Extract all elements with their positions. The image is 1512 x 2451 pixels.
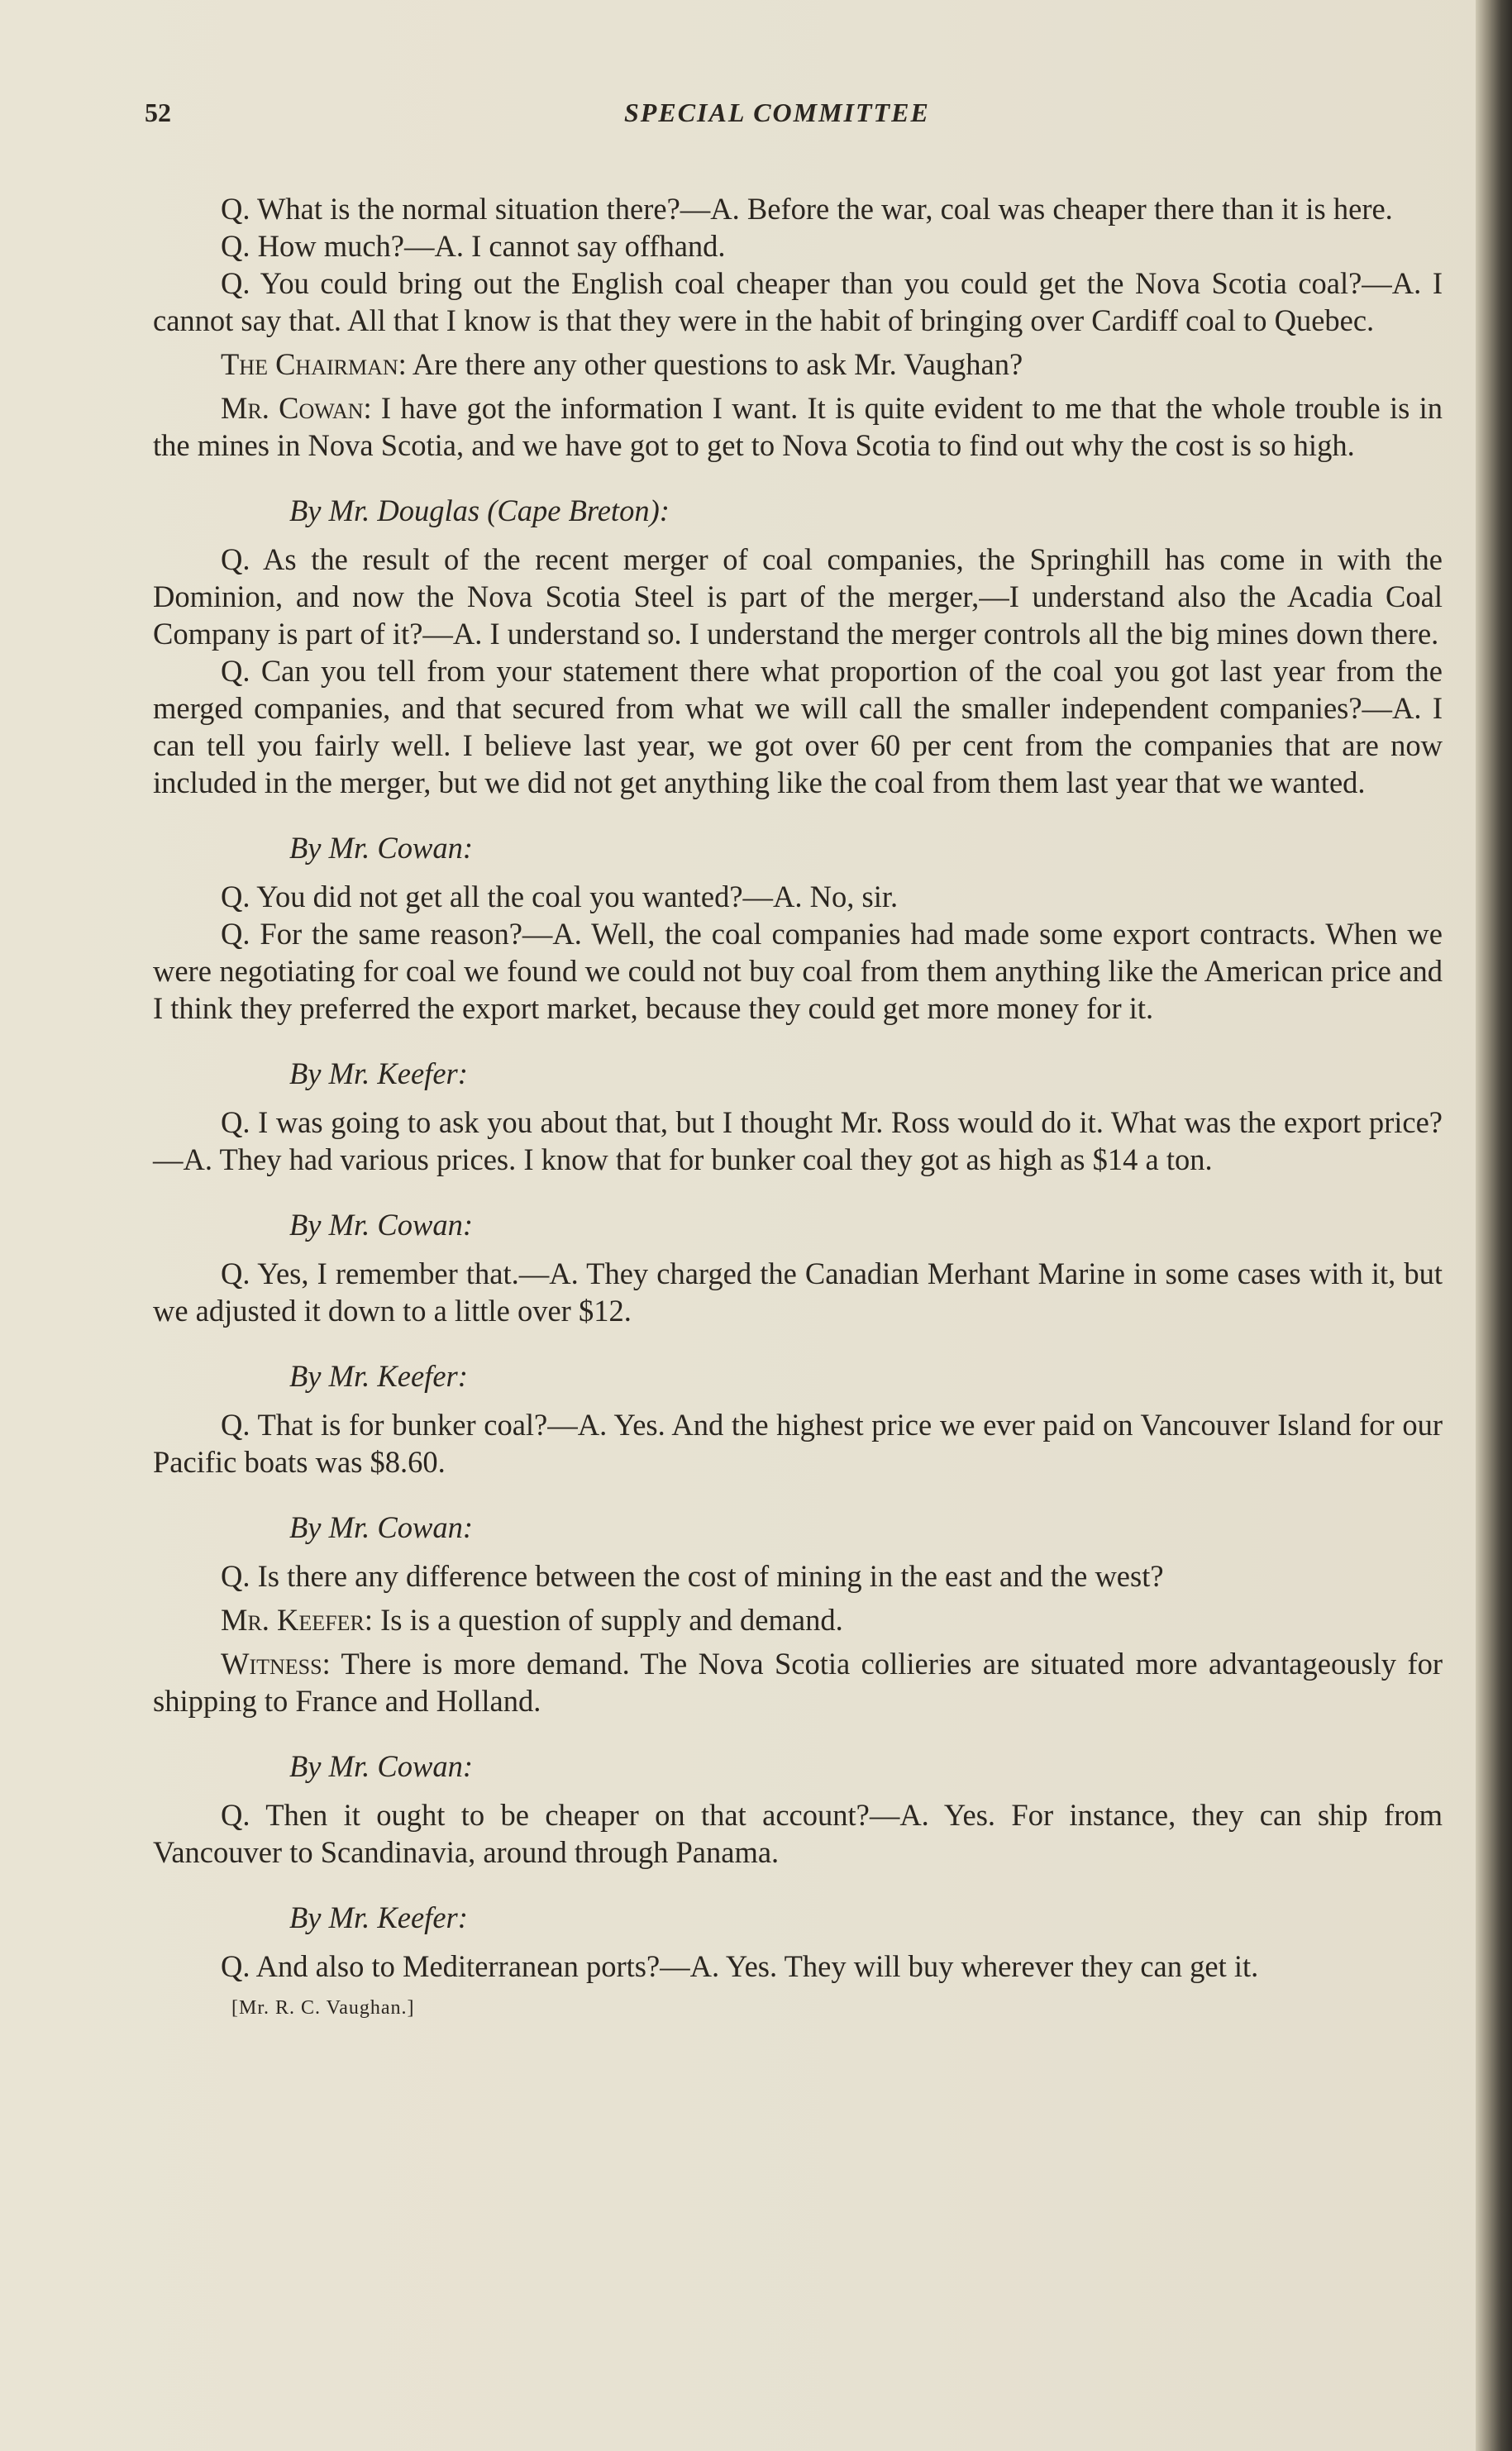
paragraph: Q. You could bring out the English coal cheaper than you could get the Nova Scotia coal?—A. I cannot say that. All that I know is that they were in the habit of bringing over Cardiff coal to Quebec. xyxy=(153,266,1443,337)
paragraph: Q. Yes, I remember that.—A. They charged the Canadian Merhant Marine in some cases with it, but we adjusted it down to a little over $12. xyxy=(153,1256,1443,1328)
examiner-heading: By Mr. Keefer: xyxy=(289,1359,468,1393)
examiner-heading: By Mr. Keefer: xyxy=(289,1056,468,1090)
speaker-name: The Chairman: xyxy=(221,347,407,381)
paragraph: Q. That is for bunker coal?—A. Yes. And the highest price we ever paid on Vancouver Island for our Pacific boats was $8.60. xyxy=(153,1408,1443,1479)
examiner-heading: By Mr. Keefer: xyxy=(289,1900,468,1934)
paragraph: Q. As the result of the recent merger of coal companies, the Springhill has come in with the Dominion, and now the Nova Scotia Steel is part of the merger,—I understand also the Acadia Coal Company is part of it?—A. I understand so. I understand the merger controls all the big mines down there. xyxy=(153,542,1443,651)
paragraph: Q. You did not get all the coal you wanted?—A. No, sir. xyxy=(221,880,899,913)
speech-text: I have got the information I want. It is quite evident to me that the whole trouble is in the mines in Nova Scotia, and we have got to get to Nova Scotia to find out why the cost is so high. xyxy=(153,391,1443,462)
paragraph: Q. Is there any difference between the cost of mining in the east and the west? xyxy=(221,1559,1164,1593)
paragraph: Q. I was going to ask you about that, but I thought Mr. Ross would do it. What was the export price?—A. They had various prices. I know that for bunker coal they got as high as $14 a ton. xyxy=(153,1105,1443,1176)
paragraph xyxy=(153,389,1443,464)
speech-text: There is more demand. The Nova Scotia collieries are situated more advantageously for shipping to France and Holland. xyxy=(153,1647,1443,1718)
paragraph: Q. How much?—A. I cannot say offhand. xyxy=(221,229,726,263)
speaker-name: Mr. Keefer: xyxy=(221,1603,373,1637)
paragraph: Q. And also to Mediterranean ports?—A. Yes. They will buy wherever they can get it. xyxy=(221,1949,1259,1983)
binding-edge xyxy=(1476,0,1512,2451)
paragraph: Q. Can you tell from your statement there what proportion of the coal you got last year from the merged companies, and that secured from what we will call the smaller independent companies?—A. I can tell you fairly well. I believe last year, we got over 60 per cent from the companies that are now included in the merger, but we did not get anything like the coal from them last year that we wanted. xyxy=(153,654,1443,799)
paragraph xyxy=(153,1601,1443,1638)
speaker-name: Witness: xyxy=(221,1647,331,1681)
paragraph: Q. Then it ought to be cheaper on that account?—A. Yes. For instance, they can ship from Vancouver to Scandinavia, around through Panama. xyxy=(153,1798,1443,1869)
examiner-heading: By Mr. Cowan: xyxy=(289,831,474,865)
speaker-name: Mr. Cowan: xyxy=(221,391,372,425)
examiner-heading: By Mr. Cowan: xyxy=(289,1749,474,1783)
running-head: SPECIAL COMMITTEE xyxy=(624,98,930,127)
speech-text: Is is a question of supply and demand. xyxy=(373,1603,843,1637)
page-body xyxy=(153,190,1443,2027)
examiner-heading: By Mr. Cowan: xyxy=(289,1208,474,1242)
examiner-heading: By Mr. Douglas (Cape Breton): xyxy=(289,494,670,527)
witness-tag: [Mr. R. C. Vaughan.] xyxy=(231,1997,415,2019)
speech-text: Are there any other questions to ask Mr. Vaughan? xyxy=(406,347,1023,381)
paragraph xyxy=(153,1645,1443,1719)
paragraph: Q. What is the normal situation there?—A. Before the war, coal was cheaper there than it is here. xyxy=(221,192,1393,226)
paragraph xyxy=(153,346,1443,383)
examiner-heading: By Mr. Cowan: xyxy=(289,1510,474,1544)
paragraph: Q. For the same reason?—A. Well, the coal companies had made some export contracts. When we were negotiating for coal we found we could not buy coal from them anything like the American price and I think they preferred the export market, because they could get more money for it. xyxy=(153,917,1443,1025)
page-number: 52 xyxy=(145,98,171,127)
page-header xyxy=(145,98,1451,139)
